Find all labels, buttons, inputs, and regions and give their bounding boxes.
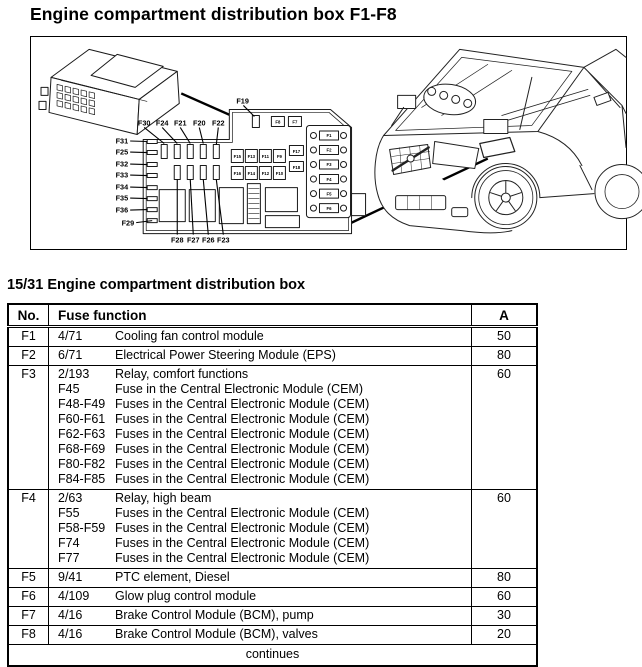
diagram-label: F34 <box>115 182 129 192</box>
fuse-code: 4/16 <box>58 608 83 622</box>
table-row <box>8 327 537 347</box>
diagram-label: F8 <box>275 119 281 125</box>
fuse-code: 2/63 <box>58 491 83 505</box>
fuse-amp: 60 <box>472 588 538 607</box>
fuse-description: Fuses in the Central Electronic Module (CEM) <box>115 472 370 486</box>
diagram-label: F30 <box>137 118 151 128</box>
fuse-description: Fuses in the Central Electronic Module (CEM) <box>115 427 370 441</box>
fusebox-diagram <box>31 37 626 249</box>
fuse-code: F60-F61 <box>58 412 106 426</box>
diagram-label: F5 <box>326 191 332 197</box>
fuse-no: F6 <box>8 588 49 607</box>
diagram-label: F17 <box>292 148 301 154</box>
diagram-label: F27 <box>186 235 200 245</box>
rear-wheel <box>595 165 642 219</box>
table-row <box>8 490 537 569</box>
fuse-function-cell <box>49 588 472 607</box>
diagram-label: F13 <box>247 154 256 160</box>
fuse-description: Glow plug control module <box>115 589 257 603</box>
fuse-amp: 20 <box>472 626 538 645</box>
fuse-amp: 60 <box>472 366 538 490</box>
fuse-no: F7 <box>8 607 49 626</box>
fuse-description: Fuses in the Central Electronic Module (CEM) <box>115 457 370 471</box>
fuse-amp: 80 <box>472 569 538 588</box>
fuse-description: Fuses in the Central Electronic Module (CEM) <box>115 506 370 520</box>
header-fuse-function: Fuse function <box>49 304 472 327</box>
page-title: Engine compartment distribution box F1-F8 <box>30 4 397 24</box>
table-row <box>8 569 537 588</box>
diagram-label: F9 <box>276 154 282 160</box>
fuse-code: 6/71 <box>58 348 83 362</box>
diagram-label: F16 <box>233 171 242 177</box>
diagram-label: F29 <box>121 218 135 228</box>
fuse-table-body <box>8 327 537 645</box>
diagram-label: F10 <box>275 171 284 177</box>
fuse-function-cell <box>49 626 472 645</box>
fuse-function-cell <box>49 490 472 569</box>
table-continues-row <box>8 645 537 667</box>
fuse-function-cell <box>49 607 472 626</box>
fuse-function-cell <box>49 327 472 347</box>
fuse-code: 9/41 <box>58 570 83 584</box>
diagram-label-f19: F19 <box>236 96 249 106</box>
fuse-code: 4/16 <box>58 627 83 641</box>
fuse-description: Brake Control Module (BCM), pump <box>115 608 314 622</box>
fuse-code: 2/193 <box>58 367 90 381</box>
diagram-label: F11 <box>261 154 269 160</box>
fuse-no: F5 <box>8 569 49 588</box>
table-row <box>8 626 537 645</box>
diagram-label: F18 <box>292 164 301 170</box>
fuse-amp: 50 <box>472 327 538 347</box>
fuse-function-cell <box>49 366 472 490</box>
main-fuse-column <box>306 125 350 217</box>
diagram-label: F6 <box>326 205 332 211</box>
diagram-label: F26 <box>202 235 215 245</box>
diagram-label: F28 <box>170 235 184 245</box>
fuse-no: F1 <box>8 327 49 347</box>
fuse-no: F4 <box>8 490 49 569</box>
diagram-label: F32 <box>115 159 129 169</box>
fuse-description: Relay, comfort functions <box>115 367 249 381</box>
mounting-bracket <box>352 194 366 216</box>
fuse-code: F62-F63 <box>58 427 106 441</box>
car-illustration <box>375 49 642 233</box>
diagram-label: F35 <box>115 193 129 203</box>
fuse-description: PTC element, Diesel <box>115 570 230 584</box>
diagram-label: F31 <box>115 136 129 146</box>
sill-line <box>540 194 594 198</box>
fusebox-figure <box>30 36 627 250</box>
fuse-description: Fuses in the Central Electronic Module (CEM) <box>115 536 370 550</box>
fuse-function-cell <box>49 569 472 588</box>
diagram-label: F22 <box>212 118 225 128</box>
fusebox-location <box>480 137 515 157</box>
diagram-label: F1 <box>326 133 332 139</box>
table-row <box>8 347 537 366</box>
diagram-label: F7 <box>292 119 298 125</box>
fuse-code: F77 <box>58 551 80 565</box>
headlight <box>433 141 479 168</box>
fuse-description: Fuses in the Central Electronic Module (CEM) <box>115 397 370 411</box>
diagram-label: F21 <box>173 118 187 128</box>
table-row <box>8 588 537 607</box>
section-title: 15/31 Engine compartment distribution box <box>7 277 306 293</box>
header-amp: A <box>472 304 538 327</box>
diagram-label: F23 <box>217 235 230 245</box>
fuse-description: Fuses in the Central Electronic Module (CEM) <box>115 521 370 535</box>
diagram-label: F3 <box>326 162 332 168</box>
fuse-code: F55 <box>58 506 80 520</box>
diagram-label: F25 <box>115 147 129 157</box>
fuse-code: F48-F49 <box>58 397 106 411</box>
table-header-row <box>8 304 537 327</box>
fuse-description: Fuse in the Central Electronic Module (CEM) <box>115 382 364 396</box>
table-row <box>8 607 537 626</box>
fuse-description: Brake Control Module (BCM), valves <box>115 627 318 641</box>
fuse-amp: 60 <box>472 490 538 569</box>
fuse-amp: 80 <box>472 347 538 366</box>
table-continues: continues <box>8 645 537 667</box>
diagram-label: F15 <box>233 154 242 160</box>
diagram-label: F33 <box>115 170 129 180</box>
header-no: No. <box>8 304 49 327</box>
fuse-description: Fuses in the Central Electronic Module (CEM) <box>115 551 370 565</box>
diagram-label: F14 <box>247 171 256 177</box>
fuse-no: F3 <box>8 366 49 490</box>
fuse-code: F68-F69 <box>58 442 106 456</box>
diagram-label: F2 <box>326 147 332 153</box>
diagram-label: F24 <box>155 118 169 128</box>
fuse-description: Electrical Power Steering Module (EPS) <box>115 348 336 362</box>
diagram-label: F4 <box>326 176 332 182</box>
fog-lamp <box>452 208 468 217</box>
fuse-code: F58-F59 <box>58 521 106 535</box>
diagram-label: F20 <box>192 118 206 128</box>
fuse-amp: 30 <box>472 607 538 626</box>
fuse-code: 4/109 <box>58 589 90 603</box>
table-row <box>8 366 537 490</box>
diagram-label: F12 <box>261 171 270 177</box>
fuse-description: Fuses in the Central Electronic Module (CEM) <box>115 412 370 426</box>
fuse-code: 4/71 <box>58 329 83 343</box>
lower-intake <box>396 196 446 210</box>
fuse-code: F84-F85 <box>58 472 106 486</box>
fuse-table <box>7 303 538 667</box>
fuse-description: Fuses in the Central Electronic Module (CEM) <box>115 442 370 456</box>
fuse-code: F80-F82 <box>58 457 106 471</box>
diagram-label: F36 <box>115 205 129 215</box>
fuse-description: Cooling fan control module <box>115 329 264 343</box>
fuse-code: F74 <box>58 536 80 550</box>
fuse-function-cell <box>49 347 472 366</box>
fuse-code: F45 <box>58 382 80 396</box>
fuse-no: F8 <box>8 626 49 645</box>
fuse-description: Relay, high beam <box>115 491 212 505</box>
side-mirror <box>594 92 611 105</box>
front-wheel <box>475 167 537 229</box>
fuse-no: F2 <box>8 347 49 366</box>
